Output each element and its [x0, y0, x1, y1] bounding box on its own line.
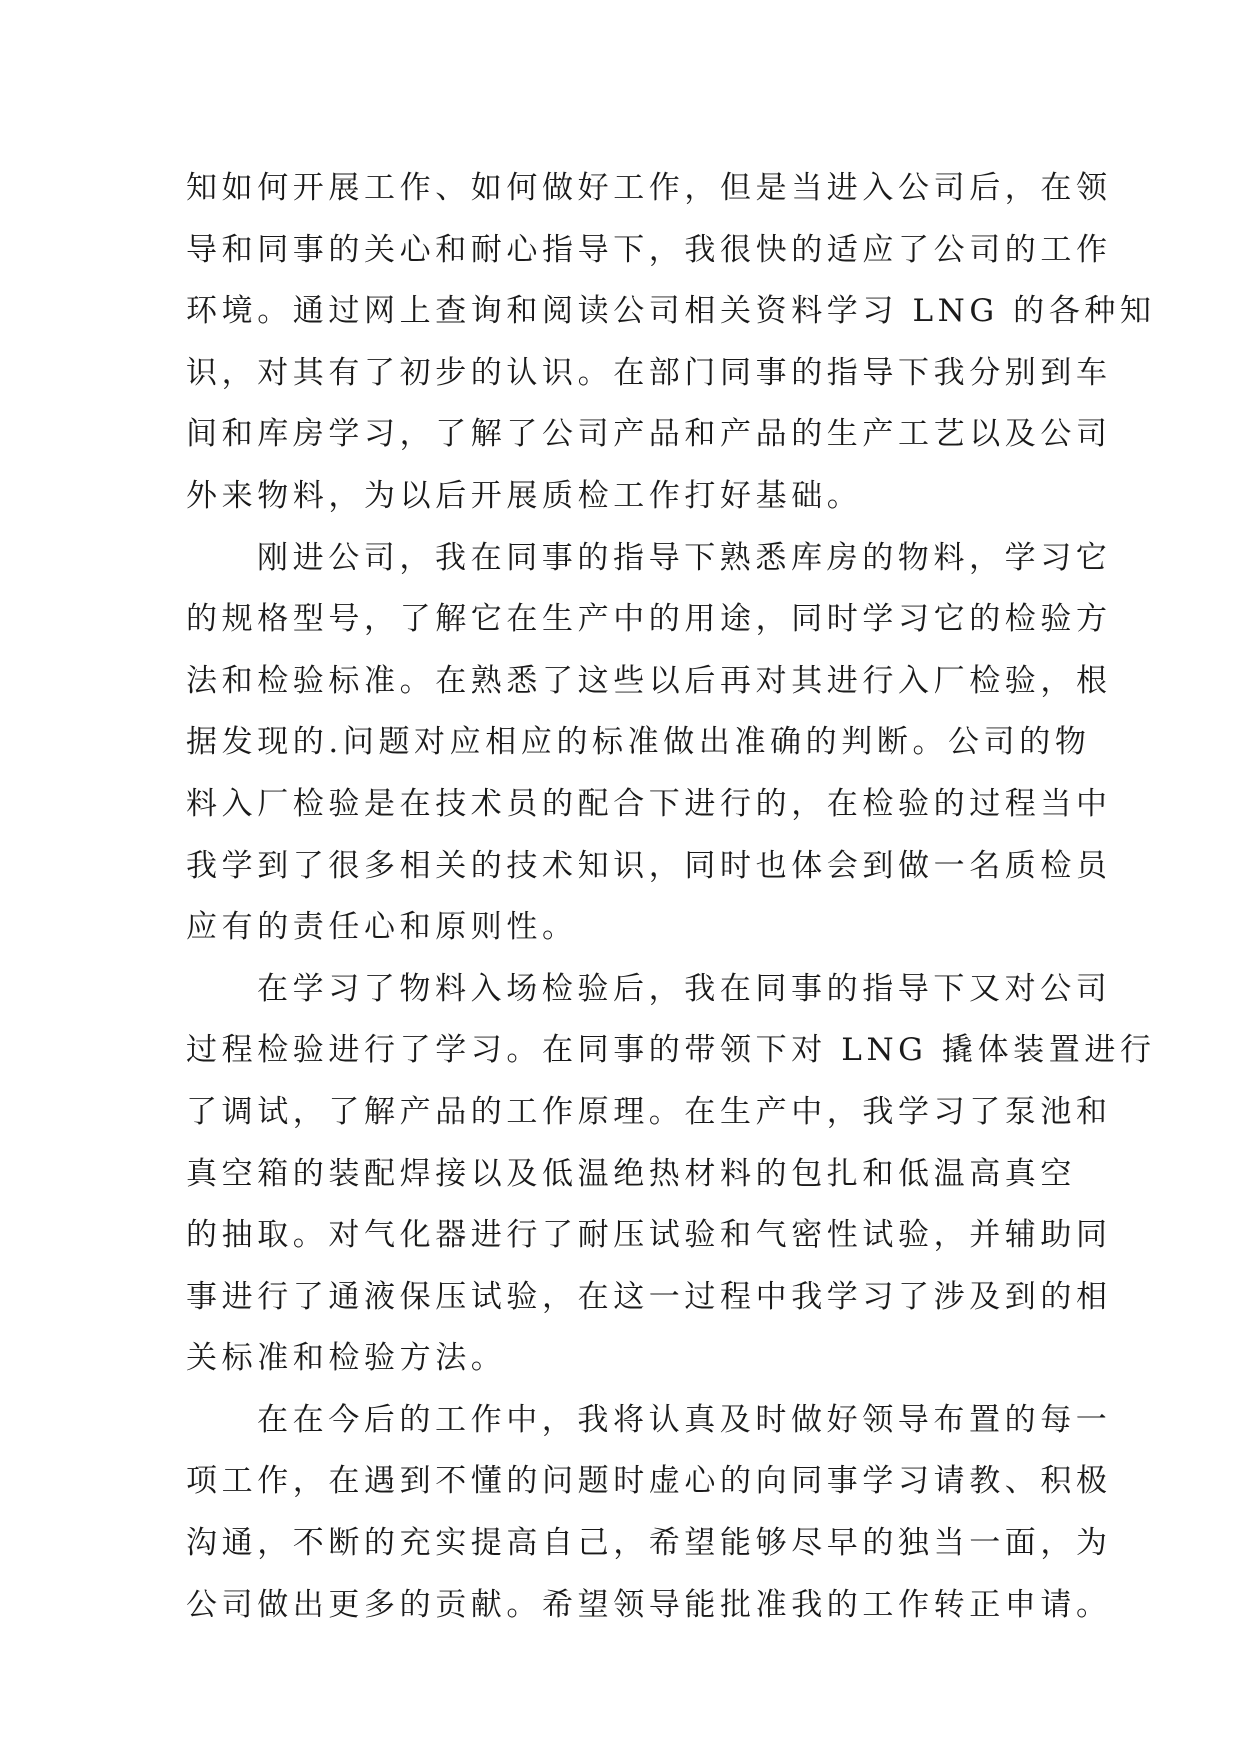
text-line: 关标准和检验方法。: [186, 1340, 507, 1377]
text-line: 事进行了通液保压试验，在这一过程中我学习了涉及到的相: [186, 1278, 1112, 1315]
text-line: 在在今后的工作中，我将认真及时做好领导布置的每一: [257, 1401, 1112, 1438]
text-line: 据发现的.问题对应相应的标准做出准确的判断。公司的物: [186, 724, 1091, 761]
text-line: 项工作，在遇到不懂的问题时虚心的向同事学习请教、积极: [186, 1463, 1112, 1500]
paragraph-4: [186, 1390, 1112, 1636]
paragraph-3: [186, 959, 1156, 1390]
text-line: 环境。通过网上查询和阅读公司相关资料学习 LNG 的各种知: [186, 293, 1156, 330]
text-line: 知如何开展工作、如何做好工作，但是当进入公司后，在领: [186, 170, 1112, 206]
text-line: 的抽取。对气化器进行了耐压试验和气密性试验，并辅助同: [186, 1217, 1112, 1254]
text-line: 在学习了物料入场检验后，我在同事的指导下又对公司: [257, 970, 1112, 1007]
text-line: 我学到了很多相关的技术知识，同时也体会到做一名质检员: [186, 847, 1112, 884]
text-line: 了调试，了解产品的工作原理。在生产中，我学习了泵池和: [186, 1093, 1112, 1130]
text-line: 沟通，不断的充实提高自己，希望能够尽早的独当一面，为: [186, 1525, 1112, 1562]
paragraph-2: [186, 528, 1112, 959]
text-line: 料入厂检验是在技术员的配合下进行的，在检验的过程当中: [186, 785, 1112, 822]
text-line: 的规格型号，了解它在生产中的用途，同时学习它的检验方: [186, 601, 1112, 638]
text-line: 外来物料，为以后开展质检工作打好基础。: [186, 477, 863, 514]
text-line: 识，对其有了初步的认识。在部门同事的指导下我分别到车: [186, 354, 1112, 391]
text-line: 法和检验标准。在熟悉了这些以后再对其进行入厂检验，根: [186, 662, 1112, 699]
text-line: 真空箱的装配焊接以及低温绝热材料的包扎和低温高真空: [186, 1155, 1076, 1192]
paragraph-1: [186, 158, 1156, 528]
document-body: [186, 158, 1156, 1636]
text-line: 公司做出更多的贡献。希望领导能批准我的工作转正申请。: [186, 1586, 1112, 1623]
text-line: 间和库房学习，了解了公司产品和产品的生产工艺以及公司: [186, 416, 1112, 453]
text-line: 过程检验进行了学习。在同事的带领下对 LNG 撬体装置进行: [186, 1032, 1156, 1069]
text-line: 应有的责任心和原则性。: [186, 909, 578, 946]
text-line: 导和同事的关心和耐心指导下，我很快的适应了公司的工作: [186, 231, 1112, 268]
text-line: 刚进公司，我在同事的指导下熟悉库房的物料，学习它: [257, 539, 1112, 576]
